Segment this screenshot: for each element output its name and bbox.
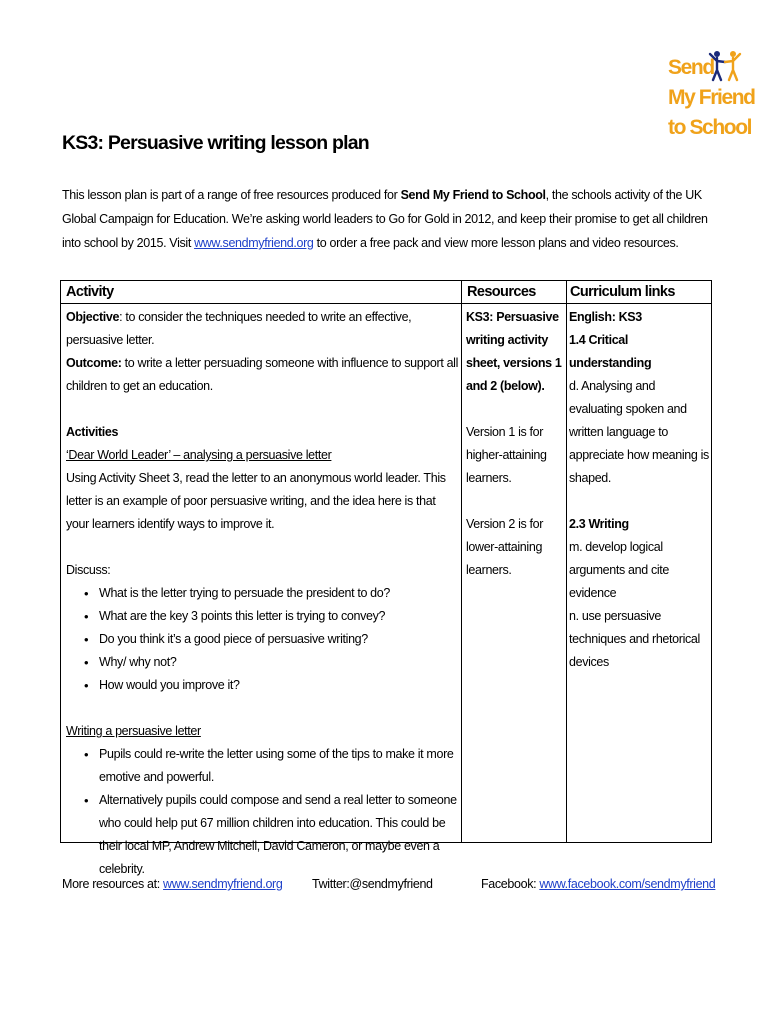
curriculum-item-n: n. use persuasive techniques and rhetorical devices xyxy=(569,609,700,669)
discuss-list xyxy=(66,582,461,697)
footer-twitter: Twitter:@sendmyfriend xyxy=(312,877,433,891)
curriculum-cell xyxy=(569,306,709,674)
writing-letter-title: Writing a persuasive letter xyxy=(66,724,201,738)
header-resources: Resources xyxy=(467,284,536,300)
intro-org-name: Send My Friend to School xyxy=(400,188,546,202)
activities-heading: Activities xyxy=(66,425,119,439)
outcome-label: Outcome: xyxy=(66,356,122,370)
logo-line-1: Send xyxy=(668,56,714,79)
logo-line-3: to School xyxy=(668,116,752,139)
logo-line-2: My Friend xyxy=(668,86,755,109)
list-item: • Do you think it’s a good piece of persuasive writing? xyxy=(66,628,461,651)
intro-text-1: This lesson plan is part of a range of free resources produced for xyxy=(62,188,401,202)
curriculum-writing: 2.3 Writing xyxy=(569,517,629,531)
outcome xyxy=(66,352,461,398)
dear-world-leader-text: Using Activity Sheet 3, read the letter to an anonymous world leader. This letter is an example of poor persuasive writing, and the idea here is that your learners identify ways to improve it. xyxy=(66,471,446,531)
header-activity: Activity xyxy=(66,284,114,300)
list-item: • Alternatively pupils could compose and send a real letter to someone who could help put 67 million children into education. This could be their local MP, Andrew Mitchell, David Cameron, or maybe even a celebrity. xyxy=(66,789,461,881)
curriculum-item-d: d. Analysing and evaluating spoken and written language to appreciate how meaning is shaped. xyxy=(569,379,709,485)
curriculum-english: English: KS3 xyxy=(569,310,642,324)
objective-text: : to consider the techniques needed to write an effective, persuasive letter. xyxy=(66,310,412,347)
activity-cell xyxy=(66,306,461,881)
discuss-label: Discuss: xyxy=(66,563,111,577)
footer-sendmyfriend-link[interactable]: www.sendmyfriend.org xyxy=(163,877,283,891)
resources-version-1: Version 1 is for higher-attaining learners. xyxy=(466,425,547,485)
footer-facebook-link[interactable]: www.facebook.com/sendmyfriend xyxy=(539,877,716,891)
intro-text-3: to order a free pack and view more lesson plans and video resources. xyxy=(313,236,679,250)
list-item: • Pupils could re-write the letter using some of the tips to make it more emotive and powerful. xyxy=(66,743,461,789)
footer-facebook xyxy=(481,877,715,891)
intro-paragraph xyxy=(62,183,712,255)
lesson-plan-table xyxy=(60,280,712,876)
people-holding-hands-icon xyxy=(708,50,742,82)
sendmyfriend-link[interactable]: www.sendmyfriend.org xyxy=(194,236,314,250)
list-item: • What are the key 3 points this letter is trying to convey? xyxy=(66,605,461,628)
curriculum-item-m: m. develop logical arguments and cite evidence xyxy=(569,540,670,600)
dear-world-leader-title: ‘Dear World Leader’ – analysing a persuasive letter xyxy=(66,448,332,462)
outcome-text: to write a letter persuading someone with influence to support all children to get an education. xyxy=(66,356,459,393)
list-item: • What is the letter trying to persuade the president to do? xyxy=(66,582,461,605)
footer-facebook-label: Facebook: xyxy=(481,877,540,891)
resources-main: KS3: Persuasive writing activity sheet, versions 1 and 2 (below). xyxy=(466,310,562,393)
objective-label: Objective xyxy=(66,310,120,324)
header-divider xyxy=(61,303,711,304)
header-curriculum: Curriculum links xyxy=(570,284,675,300)
list-item: • How would you improve it? xyxy=(66,674,461,697)
curriculum-critical-understanding: 1.4 Critical understanding xyxy=(569,333,652,370)
writing-list xyxy=(66,743,461,881)
column-divider xyxy=(461,281,462,842)
column-divider xyxy=(566,281,567,842)
list-item: • Why/ why not? xyxy=(66,651,461,674)
footer-more-label: More resources at: xyxy=(62,877,164,891)
objective xyxy=(66,306,461,352)
footer-more-resources xyxy=(62,877,282,891)
page-title: KS3: Persuasive writing lesson plan xyxy=(62,132,369,154)
resources-version-2: Version 2 is for lower-attaining learners. xyxy=(466,517,544,577)
intro-text-2: , the schools activity of the UK Global Campaign for Education. We’re asking world leaders to Go for Gold in 2012, and keep their promise to get all children into school by 2015. Visit xyxy=(62,188,708,250)
send-my-friend-logo xyxy=(668,48,755,148)
resources-cell xyxy=(466,306,566,582)
